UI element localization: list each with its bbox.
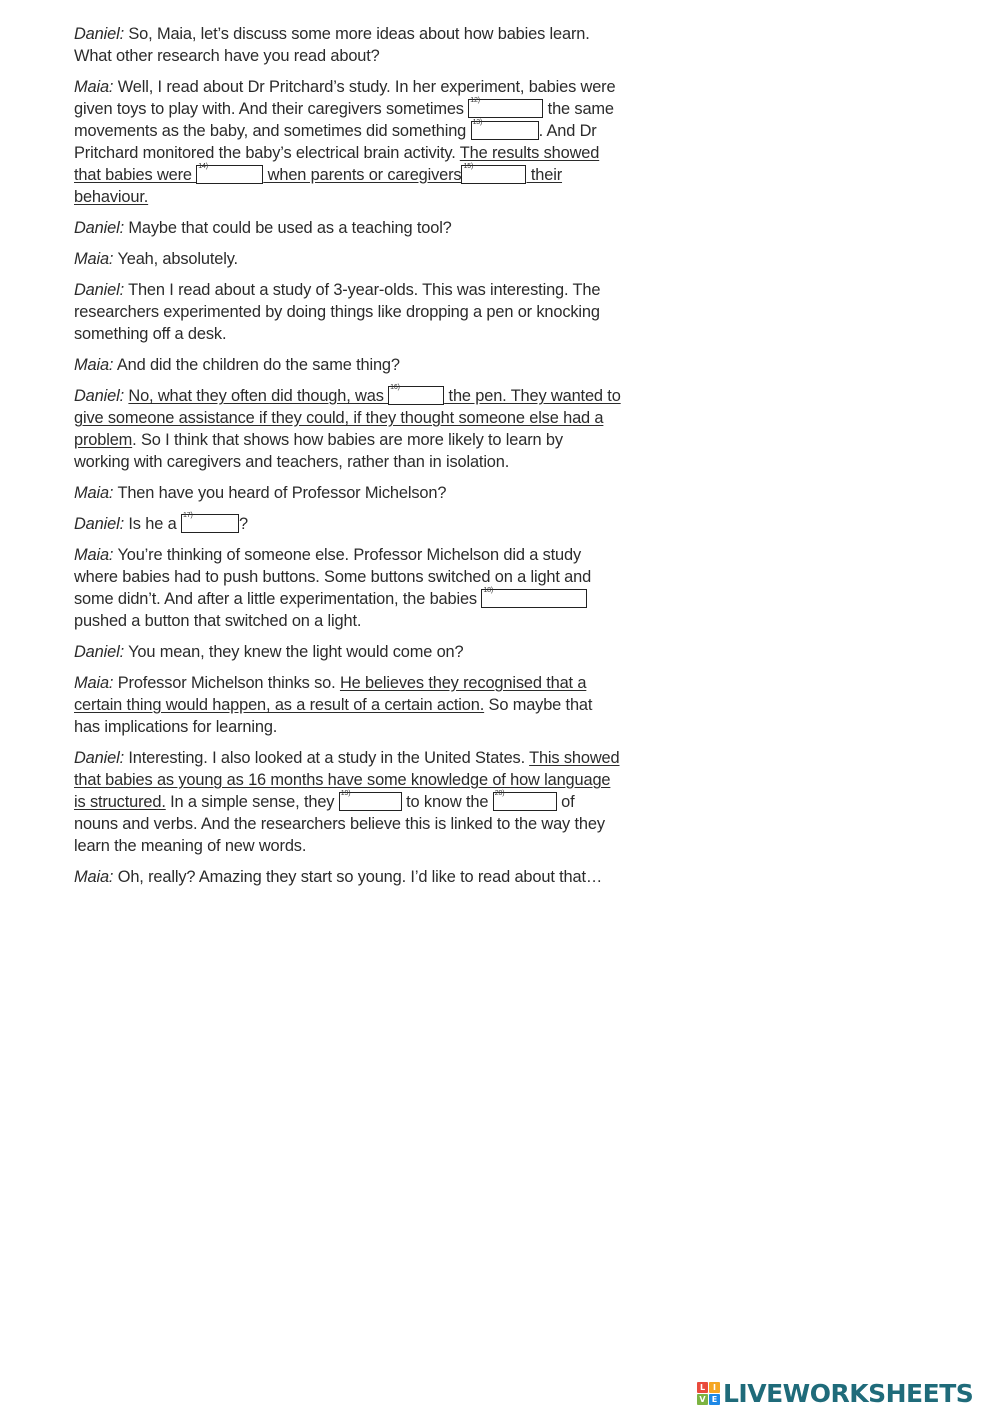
dialogue-line (74, 385, 622, 473)
dialogue-text: Yeah, absolutely. (113, 250, 238, 268)
dialogue-line (74, 544, 622, 632)
dialogue-text: . And Dr Pritchard monitored the baby’s electrical brain activity. (74, 122, 597, 162)
speaker-label: Maia: (74, 484, 114, 502)
logo-mark-icon (697, 1382, 720, 1405)
answer-box-16[interactable] (388, 386, 444, 405)
answer-box-20[interactable] (493, 792, 557, 811)
gap-number: 17) (182, 512, 193, 519)
logo-mark-letter: E (709, 1394, 720, 1405)
liveworksheets-logo[interactable] (697, 1378, 973, 1408)
dialogue-text: You mean, they knew the light would come on? (123, 643, 464, 661)
underlined-text: when parents or caregivers (263, 166, 462, 184)
speaker-label: Daniel: (74, 515, 124, 533)
dialogue-line (74, 482, 622, 504)
speaker-label: Daniel: (74, 749, 124, 767)
dialogue-text: In a simple sense, they (165, 793, 339, 811)
dialogue-line (74, 513, 622, 535)
dialogue-line (74, 23, 622, 67)
underlined-text: their behaviour. (74, 166, 563, 206)
worksheet-dialogue (74, 23, 622, 897)
speaker-label: Maia: (74, 250, 114, 268)
gap-number: 19) (340, 790, 351, 797)
dialogue-line (74, 217, 622, 239)
brand-name: LIVEWORKSHEETS (723, 1378, 974, 1408)
answer-box-14[interactable] (196, 165, 263, 184)
speaker-label: Maia: (74, 674, 114, 692)
answer-box-12[interactable] (468, 99, 543, 118)
dialogue-text: Then have you heard of Professor Michelson? (113, 484, 447, 502)
dialogue-text: Well, I read about Dr Pritchard’s study. In her experiment, babies were given toys to play with. And their caregivers sometimes (74, 78, 616, 118)
underlined-text: No, what they often did though, was (128, 387, 389, 405)
logo-mark-letter: V (697, 1394, 708, 1405)
speaker-label: Daniel: (74, 387, 124, 405)
answer-box-17[interactable] (181, 514, 239, 533)
gap-number: 12) (470, 97, 480, 104)
gap-number: 20) (494, 790, 505, 797)
dialogue-line (74, 279, 622, 345)
dialogue-text: of nouns and verbs. And the researchers believe this is linked to the way they learn the meaning of new words. (74, 793, 605, 855)
underlined-text: the pen. They wanted to give someone assistance if they could, if they thought someone else had a problem (74, 387, 621, 449)
gap-number: 16) (390, 384, 400, 391)
dialogue-text: ? (238, 515, 248, 533)
speaker-label: Daniel: (74, 25, 124, 43)
speaker-label: Maia: (74, 356, 114, 374)
dialogue-text: to know the (401, 793, 493, 811)
dialogue-line (74, 76, 622, 208)
dialogue-text: You’re thinking of someone else. Professor Michelson did a study where babies had to push buttons. Some buttons switched on a light and some didn’t. And after a little experimentation, the babies (74, 546, 592, 608)
dialogue-text: Is he a (123, 515, 181, 533)
answer-box-13[interactable] (471, 121, 539, 140)
dialogue-text: the same movements as the baby, and sometimes did something (74, 100, 614, 140)
gap-number: 13) (472, 119, 483, 126)
gap-number: 14) (198, 163, 208, 170)
dialogue-text: Professor Michelson thinks so. (113, 674, 340, 692)
logo-mark-letter: L (697, 1382, 708, 1393)
answer-box-18[interactable] (481, 589, 587, 608)
dialogue-line (74, 248, 622, 270)
underlined-text: He believes they recognised that a certain thing would happen, as a result of a certain action. (74, 674, 587, 714)
dialogue-text: . So I think that shows how babies are more likely to learn by working with caregivers and teachers, rather than in isolation. (74, 431, 563, 471)
speaker-label: Maia: (74, 868, 114, 886)
gap-number: 15) (463, 163, 474, 170)
answer-box-19[interactable] (339, 792, 402, 811)
dialogue-text: Interesting. I also looked at a study in the United States. (123, 749, 530, 767)
speaker-label: Maia: (74, 546, 114, 564)
dialogue-line (74, 641, 622, 663)
dialogue-text: So, Maia, let’s discuss some more ideas about how babies learn. What other research have you read about? (74, 25, 590, 65)
speaker-label: Daniel: (74, 219, 124, 237)
dialogue-text: Oh, really? Amazing they start so young. I’d like to read about that… (113, 868, 603, 886)
dialogue-text: Then I read about a study of 3-year-olds. This was interesting. The researchers experimented by doing things like dropping a pen or knocking something off a desk. (74, 281, 601, 343)
underlined-text: This showed that babies as young as 16 months have some knowledge of how language is structured. (74, 749, 620, 811)
underlined-text: The results showed that babies were (74, 144, 600, 184)
dialogue-line (74, 747, 622, 857)
logo-mark-letter: I (709, 1382, 720, 1393)
dialogue-text: pushed a button that switched on a light. (74, 612, 362, 630)
answer-box-15[interactable] (461, 165, 526, 184)
dialogue-text: So maybe that has implications for learning. (74, 696, 593, 736)
dialogue-line (74, 672, 622, 738)
dialogue-text: Maybe that could be used as a teaching tool? (123, 219, 452, 237)
dialogue-text: And did the children do the same thing? (113, 356, 400, 374)
dialogue-line (74, 354, 622, 376)
speaker-label: Daniel: (74, 643, 124, 661)
speaker-label: Maia: (74, 78, 114, 96)
speaker-label: Daniel: (74, 281, 124, 299)
dialogue-line (74, 866, 622, 888)
gap-number: 18) (483, 587, 494, 594)
